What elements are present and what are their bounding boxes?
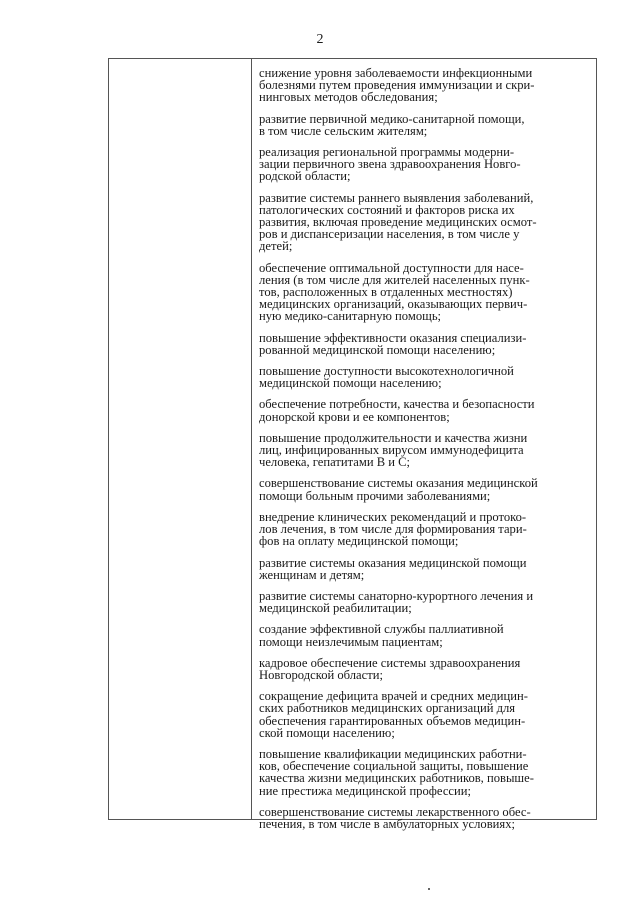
- table-right-column: [252, 59, 596, 831]
- list-item: развитие первичной медико-санитарной помощи, в том числе сельским жителям;: [259, 111, 525, 138]
- list-item: создание эффективной службы паллиативной помощи неизлечимым пациентам;: [259, 622, 504, 649]
- list-item: повышение квалификации медицинских работни- ков, обеспечение социальной защиты, повышение качества жизни медицинских работников, повыше- ние престижа медицинской профессии;: [259, 746, 534, 798]
- list-item: повышение доступности высокотехнологичной медицинской помощи населению;: [259, 364, 514, 391]
- list-item: кадровое обеспечение системы здравоохранения Новгородской области;: [259, 655, 521, 682]
- page-number: 2: [316, 32, 324, 47]
- list-item: внедрение клинических рекомендаций и протоко- лов лечения, в том числе для формирования тари- фов на оплату медицинской помощи;: [259, 509, 527, 549]
- list-item: развитие системы раннего выявления заболеваний, патологических состояний и факторов риска их развития, включая проведение медицинских осмот- ров и диспансеризации населения, в том числе у детей;: [259, 190, 537, 254]
- list-item: обеспечение потребности, качества и безопасности донорской крови и ее компонентов;: [259, 397, 535, 424]
- list-item: совершенствование системы оказания медицинской помощи больным прочими заболеваниями;: [259, 476, 538, 503]
- list-item: сокращение дефицита врачей и средних медицин- ских работников медицинских организаций для обеспечения гарантированных объемов медицин- ской помощи населению;: [259, 689, 528, 740]
- list-item: реализация региональной программы модерни- зации первичного звена здравоохранения Новго- родской области;: [259, 145, 521, 184]
- list-item: обеспечение оптимальной доступности для насе- ления (в том числе для жителей населенных пунк- тов, расположенных в отдаленных местностях) медицинских организаций, оказывающих первич- ную медико-санитарную помощь;: [259, 260, 530, 324]
- table-left-column: [109, 59, 252, 819]
- list-item: совершенствование системы лекарственного обес- печения, в том числе в амбулаторных условиях;: [259, 804, 531, 831]
- goals-table: [108, 58, 597, 831]
- list-item: развитие системы оказания медицинской помощи женщинам и детям;: [259, 555, 527, 582]
- scan-speck: [428, 888, 430, 890]
- list-item: снижение уровня заболеваемости инфекционными болезнями путем проведения иммунизации и скри- нинговых методов обследования;: [259, 66, 535, 105]
- list-item: повышение эффективности оказания специализи- рованной медицинской помощи населению;: [259, 330, 527, 357]
- list-item: развитие системы санаторно-курортного лечения и медицинской реабилитации;: [259, 588, 534, 616]
- list-item: повышение продолжительности и качества жизни лиц, инфицированных вирусом иммунодефицита человека, гепатитами В и С;: [259, 430, 528, 470]
